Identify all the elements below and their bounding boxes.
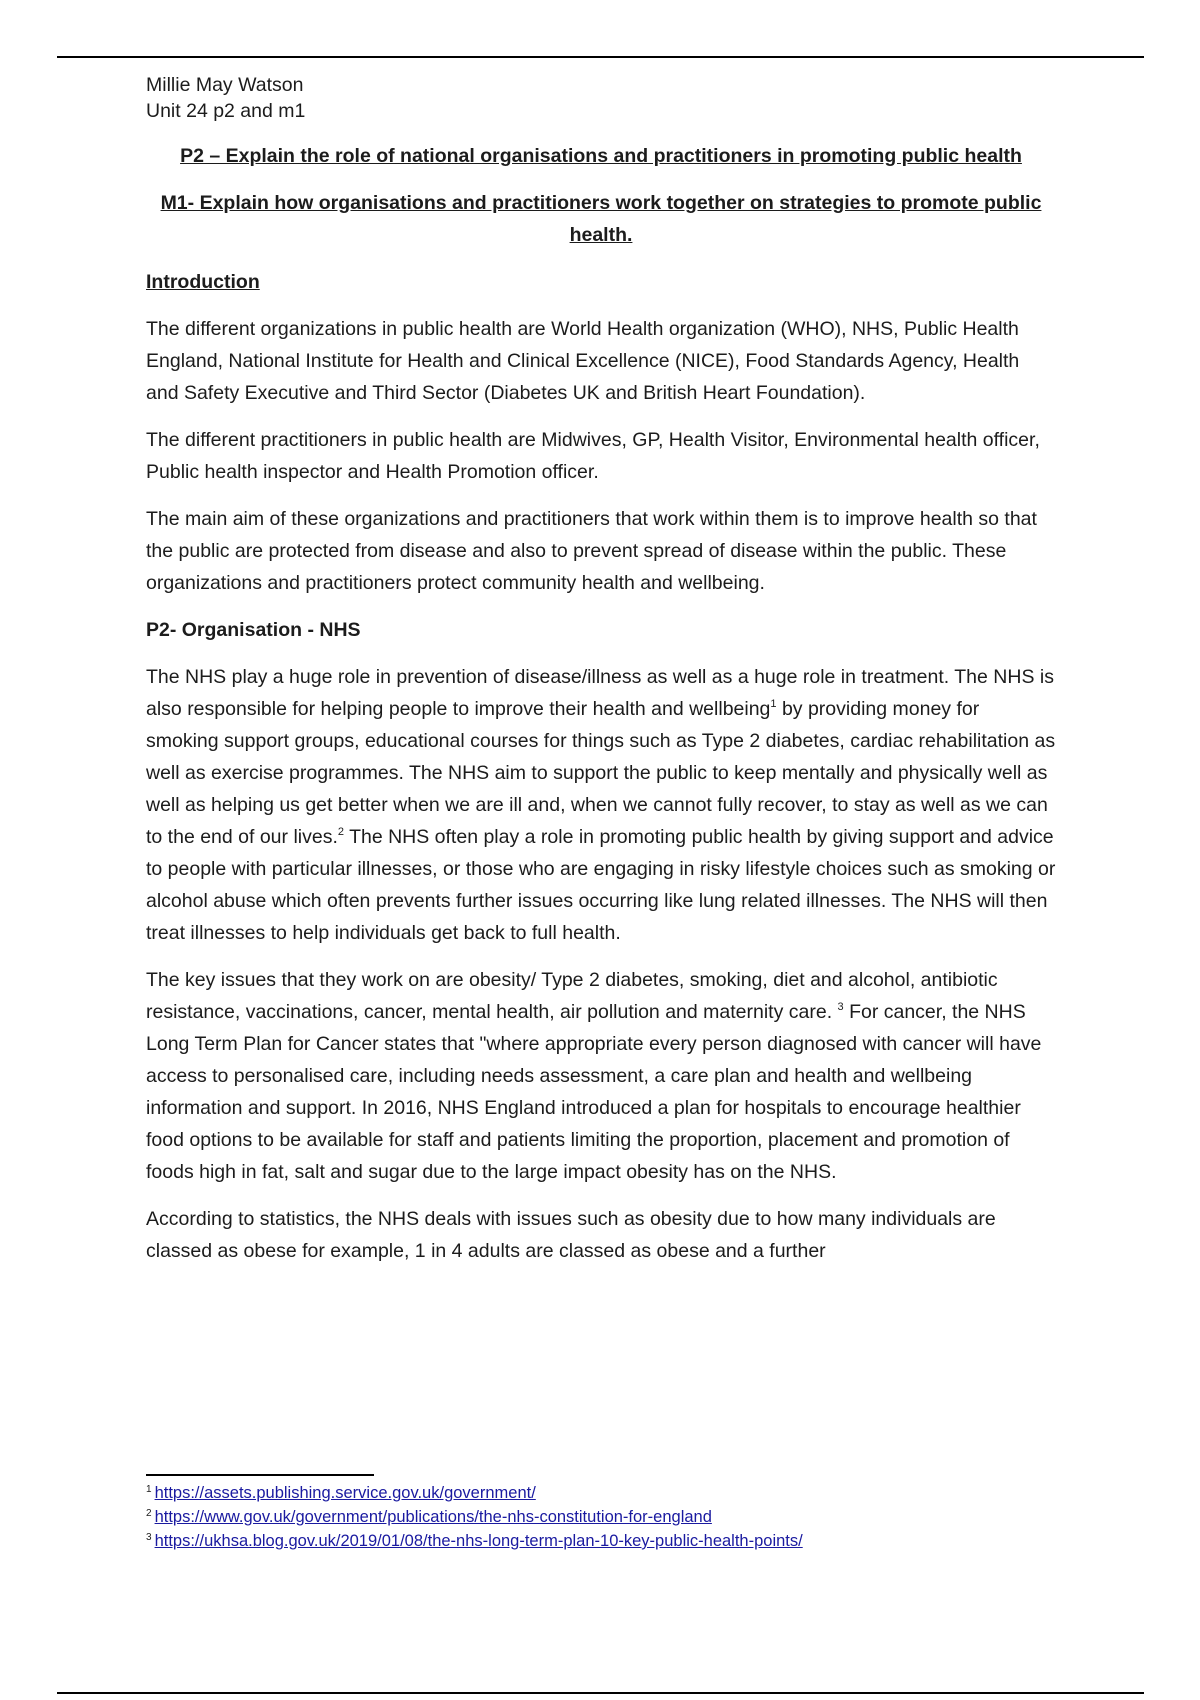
footnote-3-number: 3 [146, 1532, 152, 1543]
nhs-paragraph-key-issues [146, 964, 1056, 1188]
p2-title: P2 – Explain the role of national organisations and practitioners in promoting public health [180, 145, 1022, 167]
footnote-1 [146, 1481, 1046, 1505]
footnote-ref-1[interactable]: 1 [770, 698, 777, 710]
page-bottom-rule [57, 1692, 1144, 1694]
nhs-paragraph-role-part-c: The NHS often play a role in promoting public health by giving support and advice to people with particular illnesses, or those who are engaging in risky lifestyle choices such as smoking or alcohol abuse which often prevents further issues occurring like lung related illnesses. The NHS will then treat illnesses to help individuals get back to full health. [146, 826, 1056, 944]
footnote-3 [146, 1529, 1046, 1553]
intro-paragraph-practitioners: The different practitioners in public health are Midwives, GP, Health Visitor, Environmental health officer, Public health inspector and Health Promotion officer. [146, 429, 1040, 483]
author-name: Millie May Watson [146, 74, 304, 96]
footnote-ref-2[interactable]: 2 [337, 826, 344, 838]
footnotes [146, 1481, 1046, 1553]
page-top-rule [57, 56, 1144, 58]
footnote-separator [146, 1474, 374, 1476]
introduction-heading: Introduction [146, 271, 260, 293]
nhs-paragraph-role-part-b: by providing money for smoking support groups, educational courses for things such as Type 2 diabetes, cardiac rehabilitation as well as exercise programmes. The NHS aim to support the public to keep mentally and physically well as well as helping us get better when we are ill and, when we cannot fully recover, to stay as well as we can to the end of our lives. [146, 698, 1056, 848]
nhs-paragraph-key-issues-part-a: The key issues that they work on are obesity/ Type 2 diabetes, smoking, diet and alcohol, antibiotic resistance, vaccinations, cancer, mental health, air pollution and maternity care. [146, 969, 998, 1023]
document-body [146, 72, 1056, 1267]
nhs-section-heading: P2- Organisation - NHS [146, 619, 361, 641]
footnote-ref-3[interactable]: 3 [837, 1001, 844, 1013]
footnote-2 [146, 1505, 1046, 1529]
footnote-2-link[interactable]: https://www.gov.uk/government/publications/the-nhs-constitution-for-england [154, 1508, 712, 1526]
footnote-1-number: 1 [146, 1484, 152, 1495]
unit-label: Unit 24 p2 and m1 [146, 100, 306, 122]
nhs-paragraph-statistics: According to statistics, the NHS deals with issues such as obesity due to how many individuals are classed as obese for example, 1 in 4 adults are classed as obese and a further [146, 1208, 996, 1262]
footnote-3-link[interactable]: https://ukhsa.blog.gov.uk/2019/01/08/the-nhs-long-term-plan-10-key-public-health-points/ [154, 1532, 803, 1550]
nhs-paragraph-role [146, 661, 1056, 949]
m1-title: M1- Explain how organisations and practitioners work together on strategies to promote public health. [160, 192, 1042, 246]
intro-paragraph-aim: The main aim of these organizations and practitioners that work within them is to improve health so that the public are protected from disease and also to prevent spread of disease within the public. These organizations and practitioners protect community health and wellbeing. [146, 508, 1037, 594]
nhs-paragraph-role-part-a: The NHS play a huge role in prevention of disease/illness as well as a huge role in treatment. The NHS is also responsible for helping people to improve their health and wellbeing [146, 666, 1054, 720]
footnote-2-number: 2 [146, 1508, 152, 1519]
intro-paragraph-organisations: The different organizations in public health are World Health organization (WHO), NHS, Public Health England, National Institute for Health and Clinical Excellence (NICE), Food Standards Agency, Health and Safety Executive and Third Sector (Diabetes UK and British Heart Foundation). [146, 318, 1020, 404]
footnote-1-link[interactable]: https://assets.publishing.service.gov.uk/government/ [154, 1484, 536, 1502]
nhs-paragraph-key-issues-part-b: For cancer, the NHS Long Term Plan for Cancer states that "where appropriate every person diagnosed with cancer will have access to personalised care, including needs assessment, a care plan and health and wellbeing information and support. In 2016, NHS England introduced a plan for hospitals to encourage healthier food options to be available for staff and patients limiting the proportion, placement and promotion of foods high in fat, salt and sugar due to the large impact obesity has on the NHS. [146, 1001, 1042, 1183]
